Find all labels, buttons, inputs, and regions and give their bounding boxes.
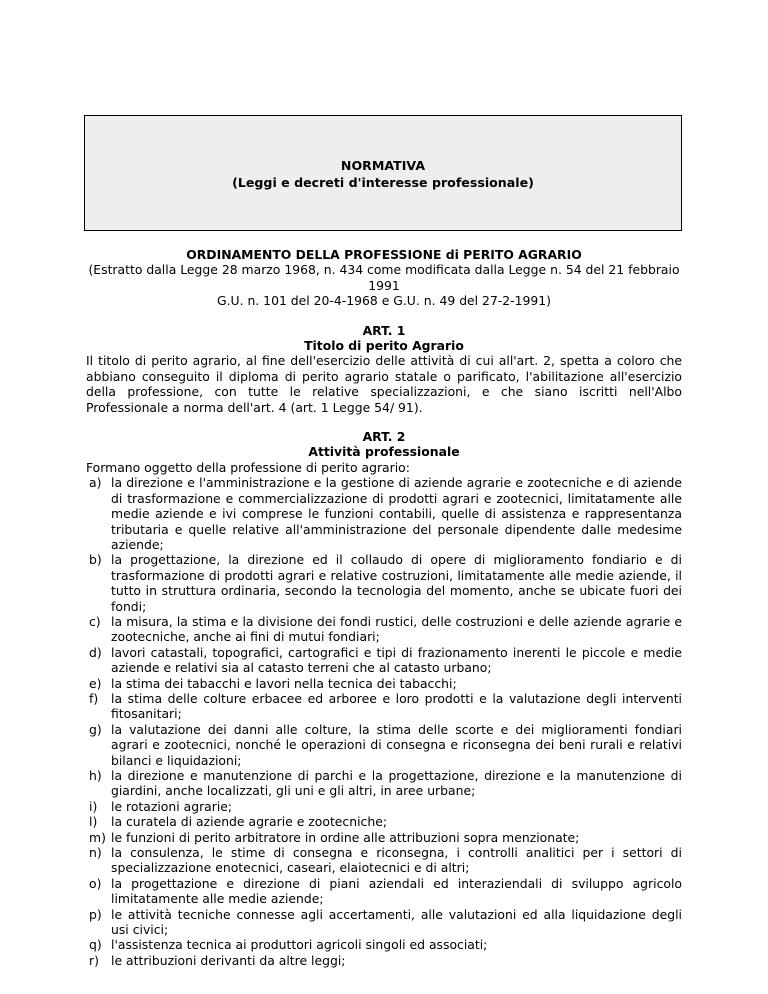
- header-subtitle: (Leggi e decreti d'interesse professionale): [232, 175, 534, 190]
- list-item-letter: m): [89, 829, 106, 845]
- article-1-text: Il titolo di perito agrario, al fine dell'esercizio delle attività di cui all'art. 2, spetta a coloro che abbiano conseguito il diploma di perito agrario statale o parificato, l'abilitazione all'esercizio della professione, con tutte le relative specializzazioni, e che siano iscritti nell'Albo Professionale a norma dell'art. 4 (art. 1 Legge 54/ 91).: [86, 353, 682, 415]
- list-item-text: la direzione e l'amministrazione e la gestione di aziende agrarie e zootecniche e di aziende di trasformazione e commercializzazione di prodotti agrari e zootecnici, limitatamente alle medie aziende e ivi comprese le funzioni contabili, quelle di assistenza e rappresentanza tributaria e quelle relative all'amministrazione del personale dipendente dalle medesime aziende;: [111, 475, 682, 552]
- list-item-letter: a): [89, 475, 102, 491]
- list-item-letter: p): [89, 906, 102, 922]
- list-item: [89, 475, 682, 552]
- list-item-letter: d): [89, 644, 102, 660]
- list-item-letter: r): [89, 952, 99, 968]
- list-item: [89, 768, 682, 799]
- list-item: [89, 876, 682, 907]
- article-1-title: Titolo di perito Agrario: [304, 338, 464, 354]
- list-item: [89, 937, 682, 952]
- article-1-number: ART. 1: [362, 322, 406, 338]
- list-item-text: la progettazione e direzione di piani aziendali ed interaziendali di sviluppo agricolo limitatamente alle medie aziende;: [111, 875, 682, 907]
- list-item-text: la progettazione, la direzione ed il collaudo di opere di miglioramento fondiario e di trasformazione di prodotti agrari e relative costruzioni, limitatamente alle medie aziende, il tutto in struttura ordinaria, secondo la tecnologia del momento, anche se ubicate fuori dei fondi;: [111, 552, 682, 614]
- list-item-text: le rotazioni agrarie;: [111, 798, 233, 814]
- list-item-letter: b): [89, 552, 102, 568]
- list-item: [89, 953, 682, 968]
- list-item-text: le attività tecniche connesse agli accertamenti, alle valutazioni ed alla liquidazione degli usi civici;: [111, 906, 682, 938]
- list-item-text: l'assistenza tecnica ai produttori agricoli singoli ed associati;: [111, 937, 488, 953]
- document-body: [86, 247, 682, 968]
- list-item-text: le funzioni di perito arbitratore in ordine alle attribuzioni sopra menzionate;: [111, 829, 580, 845]
- list-item-letter: n): [89, 845, 102, 861]
- list-item: [89, 845, 682, 876]
- list-item-text: la consulenza, le stime di consegna e riconsegna, i controlli analitici per i settori di specializzazione enotecnici, caseari, elaiotecnici e di altri;: [111, 845, 682, 876]
- list-item-letter: o): [89, 875, 102, 891]
- list-item-text: la stima dei tabacchi e lavori nella tecnica dei tabacchi;: [111, 675, 457, 691]
- article-2-intro: Formano oggetto della professione di perito agrario:: [86, 459, 410, 475]
- list-item: [89, 552, 682, 614]
- list-item-letter: g): [89, 721, 102, 737]
- list-item: [89, 799, 682, 814]
- header-box: [84, 115, 682, 231]
- extract-line-2: 1991: [368, 277, 400, 293]
- activity-list: [86, 475, 682, 968]
- list-item-letter: q): [89, 937, 102, 953]
- list-item-text: la misura, la stima e la divisione dei fondi rustici, delle costruzioni e delle aziende agrarie e zootecniche, anche ai fini di mutui fondiari;: [111, 613, 682, 645]
- list-item: [89, 691, 682, 722]
- list-item: [89, 814, 682, 829]
- list-item: [89, 614, 682, 645]
- list-item-text: lavori catastali, topografici, cartografici e tipi di frazionamento inerenti le piccole e medie aziende e relativi sia al catasto terreni che al catasto urbano;: [111, 644, 682, 676]
- list-item: [89, 830, 682, 845]
- document-title: ORDINAMENTO DELLA PROFESSIONE di PERITO AGRARIO: [186, 247, 582, 262]
- article-2: [86, 429, 682, 968]
- list-item-text: la stima delle colture erbacee ed arboree e loro prodotti e la valutazione degli interventi fitosanitari;: [111, 690, 682, 722]
- list-item: [89, 676, 682, 691]
- header-title: NORMATIVA: [340, 158, 426, 173]
- list-item-letter: h): [89, 768, 102, 783]
- list-item-letter: i): [89, 798, 98, 814]
- article-1: [86, 323, 682, 415]
- list-item-letter: f): [89, 690, 99, 706]
- extract-line-1: (Estratto dalla Legge 28 marzo 1968, n. 434 come modificata dalla Legge n. 54 del 21 febbraio: [88, 262, 680, 278]
- list-item-letter: c): [89, 613, 101, 629]
- list-item-text: la direzione e manutenzione di parchi e la progettazione, direzione e la manutenzione di giardini, anche localizzati, gli uni e gli altri, in aree urbane;: [111, 768, 682, 799]
- list-item-text: le attribuzioni derivanti da altre leggi;: [111, 952, 346, 968]
- list-item-letter: l): [89, 814, 98, 830]
- article-2-number: ART. 2: [362, 429, 406, 445]
- list-item: [89, 907, 682, 938]
- list-item: [89, 722, 682, 768]
- article-2-title: Attività professionale: [308, 444, 460, 460]
- extract-line-3: G.U. n. 101 del 20-4-1968 e G.U. n. 49 del 27-2-1991): [216, 293, 552, 309]
- list-item-letter: e): [89, 675, 102, 691]
- list-item-text: la curatela di aziende agrarie e zootecniche;: [111, 814, 387, 830]
- list-item: [89, 645, 682, 676]
- list-item-text: la valutazione dei danni alle colture, la stima delle scorte e dei miglioramenti fondiari agrari e zootecnici, nonché le operazioni di consegna e riconsegna dei beni rurali e relativi bilanci e liquidazioni;: [111, 721, 682, 768]
